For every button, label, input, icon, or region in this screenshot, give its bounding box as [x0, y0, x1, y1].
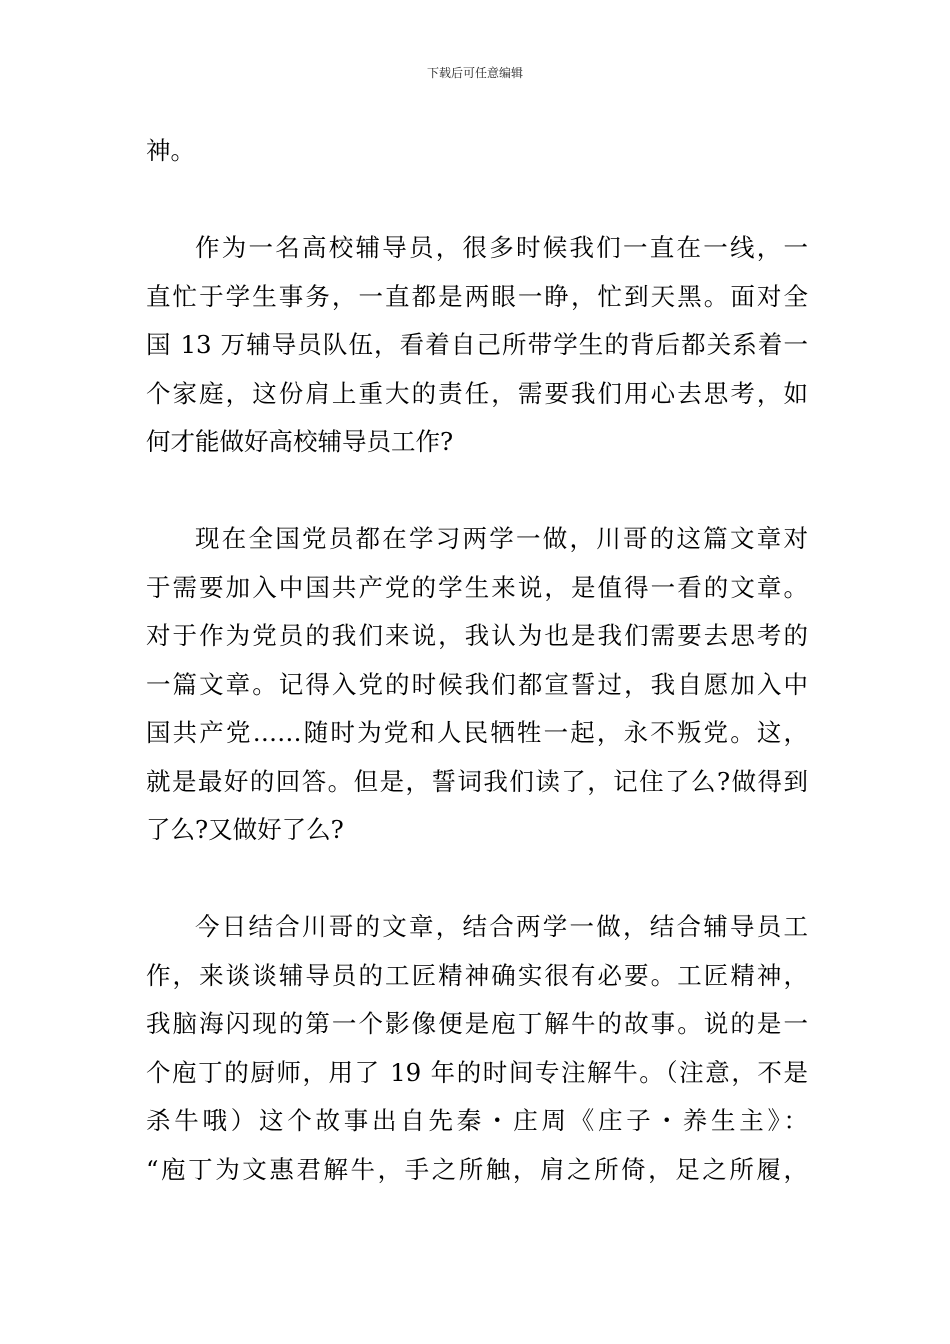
document-body — [146, 127, 808, 1194]
text-line: 作为一名高校辅导员，很多时候我们一直在一线，一 — [195, 233, 808, 262]
text-line: “庖丁为文惠君解牛，手之所触，肩之所倚，足之所履， — [146, 1154, 808, 1184]
text-line: 我脑海闪现的第一个影像便是庖丁解牛的故事。说的是一 — [146, 1009, 808, 1038]
text-line: 国 13 万辅导员队伍，看着自己所带学生的背后都关系着一 — [146, 330, 808, 359]
text-line: 就是最好的回答。但是，誓词我们读了，记住了么?做得到 — [146, 766, 808, 796]
text-line: 了么?又做好了么? — [146, 815, 344, 844]
text-line: 个庖丁的厨师，用了 19 年的时间专注解牛。（注意，不是 — [146, 1057, 808, 1087]
text-line: 直忙于学生事务，一直都是两眼一睁，忙到天黑。面对全 — [146, 281, 808, 311]
text-line: 作，来谈谈辅导员的工匠精神确实很有必要。工匠精神， — [146, 960, 808, 990]
text-line: 何才能做好高校辅导员工作? — [146, 427, 454, 456]
paragraph-3 — [146, 515, 808, 855]
text-line: 个家庭，这份肩上重大的责任，需要我们用心去思考，如 — [146, 378, 808, 408]
text-line: 国共产党……随时为党和人民牺牲一起，永不叛党。这， — [146, 718, 808, 747]
text-line: 于需要加入中国共产党的学生来说，是值得一看的文章。 — [146, 572, 808, 602]
text-line: 神。 — [146, 136, 195, 165]
text-line: 对于作为党员的我们来说，我认为也是我们需要去思考的 — [146, 621, 808, 650]
paragraph-2 — [146, 224, 808, 467]
page-header: 下载后可任意编辑 — [426, 66, 523, 80]
text-line: 一篇文章。记得入党的时候我们都宣誓过，我自愿加入中 — [146, 669, 808, 699]
paragraph-4 — [146, 903, 808, 1194]
paragraph-1 — [146, 127, 808, 176]
text-line: 今日结合川哥的文章，结合两学一做，结合辅导员工 — [195, 912, 808, 941]
text-line: 杀牛哦）这个故事出自先秦・庄周《庄子・养生主》： — [146, 1106, 808, 1135]
text-line: 现在全国党员都在学习两学一做，川哥的这篇文章对 — [195, 524, 808, 553]
